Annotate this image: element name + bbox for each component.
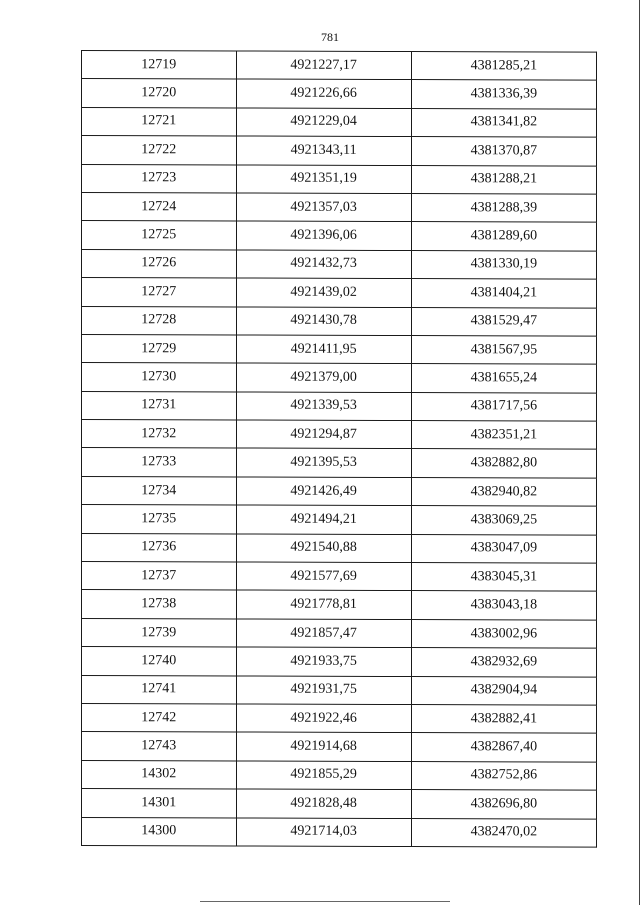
- x-coordinate-cell: 4921914,68: [236, 732, 411, 761]
- x-coordinate-cell: 4921577,69: [236, 562, 411, 591]
- table-row: [82, 505, 597, 535]
- point-number-cell: 12730: [82, 363, 237, 392]
- y-coordinate-cell: 4381288,21: [411, 165, 596, 194]
- x-coordinate-cell: 4921411,95: [236, 335, 411, 364]
- table-row: [82, 703, 597, 733]
- x-coordinate-cell: 4921855,29: [236, 761, 411, 790]
- y-coordinate-cell: 4382882,80: [411, 449, 596, 478]
- x-coordinate-cell: 4921227,17: [236, 51, 411, 80]
- y-coordinate-cell: 4382470,02: [411, 818, 596, 847]
- y-coordinate-cell: 4381288,39: [411, 193, 596, 222]
- y-coordinate-cell: 4382904,94: [411, 676, 596, 705]
- y-coordinate-cell: 4381330,19: [411, 250, 596, 279]
- x-coordinate-cell: 4921432,73: [236, 250, 411, 279]
- y-coordinate-cell: 4381567,95: [411, 335, 596, 364]
- x-coordinate-cell: 4921540,88: [236, 534, 411, 563]
- x-coordinate-cell: 4921494,21: [236, 505, 411, 534]
- x-coordinate-cell: 4921339,53: [236, 392, 411, 421]
- table-row: [82, 306, 597, 336]
- y-coordinate-cell: 4381336,39: [411, 80, 596, 109]
- y-coordinate-cell: 4383047,09: [411, 534, 596, 563]
- table-row: [82, 363, 597, 393]
- x-coordinate-cell: 4921778,81: [236, 590, 411, 619]
- y-coordinate-cell: 4382867,40: [411, 733, 596, 762]
- table-row: [82, 391, 597, 421]
- x-coordinate-cell: 4921828,48: [236, 789, 411, 818]
- y-coordinate-cell: 4382351,21: [411, 421, 596, 450]
- table-row: [82, 249, 597, 279]
- table-row: [82, 647, 597, 677]
- point-number-cell: 12729: [82, 334, 237, 363]
- y-coordinate-cell: 4382940,82: [411, 477, 596, 506]
- point-number-cell: 12723: [82, 164, 237, 193]
- y-coordinate-cell: 4382696,80: [411, 790, 596, 819]
- point-number-cell: 12726: [82, 249, 237, 278]
- y-coordinate-cell: 4381404,21: [411, 279, 596, 308]
- table-row: [82, 533, 597, 563]
- x-coordinate-cell: 4921226,66: [236, 79, 411, 108]
- table-row: [82, 334, 597, 364]
- table-row: [82, 675, 597, 705]
- y-coordinate-cell: 4383043,18: [411, 591, 596, 620]
- point-number-cell: 12721: [82, 107, 237, 136]
- x-coordinate-cell: 4921430,78: [236, 307, 411, 336]
- y-coordinate-cell: 4381655,24: [411, 364, 596, 393]
- y-coordinate-cell: 4381341,82: [411, 108, 596, 137]
- point-number-cell: 12734: [82, 476, 237, 505]
- point-number-cell: 12731: [82, 391, 237, 420]
- table-row: [82, 107, 597, 137]
- point-number-cell: 12737: [82, 562, 237, 591]
- x-coordinate-cell: 4921714,03: [236, 818, 411, 847]
- x-coordinate-cell: 4921922,46: [236, 704, 411, 733]
- point-number-cell: 12742: [82, 703, 237, 732]
- point-number-cell: 12735: [82, 505, 237, 534]
- point-number-cell: 12724: [82, 192, 237, 221]
- x-coordinate-cell: 4921379,00: [236, 363, 411, 392]
- point-number-cell: 12743: [82, 732, 237, 761]
- table-row: [82, 51, 597, 81]
- table-row: [82, 476, 597, 506]
- y-coordinate-cell: 4381529,47: [411, 307, 596, 336]
- point-number-cell: 12720: [82, 79, 237, 108]
- point-number-cell: 14300: [82, 817, 237, 846]
- table-row: [82, 562, 597, 592]
- bottom-rule: [200, 901, 450, 902]
- table-row: [82, 618, 597, 648]
- table-row: [82, 817, 597, 847]
- point-number-cell: 12733: [82, 448, 237, 477]
- x-coordinate-cell: 4921439,02: [236, 278, 411, 307]
- x-coordinate-cell: 4921395,53: [236, 448, 411, 477]
- y-coordinate-cell: 4382882,41: [411, 705, 596, 734]
- x-coordinate-cell: 4921931,75: [236, 676, 411, 705]
- table-row: [82, 789, 597, 819]
- point-number-cell: 14302: [82, 760, 237, 789]
- x-coordinate-cell: 4921351,19: [236, 165, 411, 194]
- point-number-cell: 12738: [82, 590, 237, 619]
- table-row: [82, 420, 597, 450]
- y-coordinate-cell: 4383069,25: [411, 506, 596, 535]
- x-coordinate-cell: 4921229,04: [236, 108, 411, 137]
- y-coordinate-cell: 4383045,31: [411, 563, 596, 592]
- x-coordinate-cell: 4921426,49: [236, 477, 411, 506]
- table-row: [82, 164, 597, 194]
- table-row: [82, 136, 597, 166]
- coordinates-table-wrapper: [81, 50, 597, 848]
- y-coordinate-cell: 4381285,21: [411, 52, 596, 81]
- table-row: [82, 590, 597, 620]
- point-number-cell: 12732: [82, 420, 237, 449]
- y-coordinate-cell: 4382752,86: [411, 761, 596, 790]
- point-number-cell: 12739: [82, 618, 237, 647]
- point-number-cell: 12719: [82, 51, 237, 80]
- x-coordinate-cell: 4921294,87: [236, 420, 411, 449]
- point-number-cell: 12722: [82, 136, 237, 165]
- table-row: [82, 221, 597, 251]
- table-row: [82, 732, 597, 762]
- x-coordinate-cell: 4921343,11: [236, 136, 411, 165]
- y-coordinate-cell: 4381289,60: [411, 222, 596, 251]
- y-coordinate-cell: 4382932,69: [411, 648, 596, 677]
- coordinates-table-body: [82, 51, 597, 848]
- point-number-cell: 12736: [82, 533, 237, 562]
- table-row: [82, 448, 597, 478]
- point-number-cell: 12741: [82, 675, 237, 704]
- x-coordinate-cell: 4921933,75: [236, 647, 411, 676]
- y-coordinate-cell: 4383002,96: [411, 619, 596, 648]
- point-number-cell: 12728: [82, 306, 237, 335]
- x-coordinate-cell: 4921396,06: [236, 221, 411, 250]
- x-coordinate-cell: 4921357,03: [236, 193, 411, 222]
- table-row: [82, 760, 597, 790]
- table-row: [82, 278, 597, 308]
- page-number: 781: [321, 30, 339, 44]
- point-number-cell: 12740: [82, 647, 237, 676]
- coordinates-table: [81, 50, 597, 848]
- y-coordinate-cell: 4381717,56: [411, 392, 596, 421]
- point-number-cell: 12725: [82, 221, 237, 250]
- table-row: [82, 79, 597, 109]
- point-number-cell: 12727: [82, 278, 237, 307]
- point-number-cell: 14301: [82, 789, 237, 818]
- x-coordinate-cell: 4921857,47: [236, 619, 411, 648]
- y-coordinate-cell: 4381370,87: [411, 137, 596, 166]
- table-row: [82, 192, 597, 222]
